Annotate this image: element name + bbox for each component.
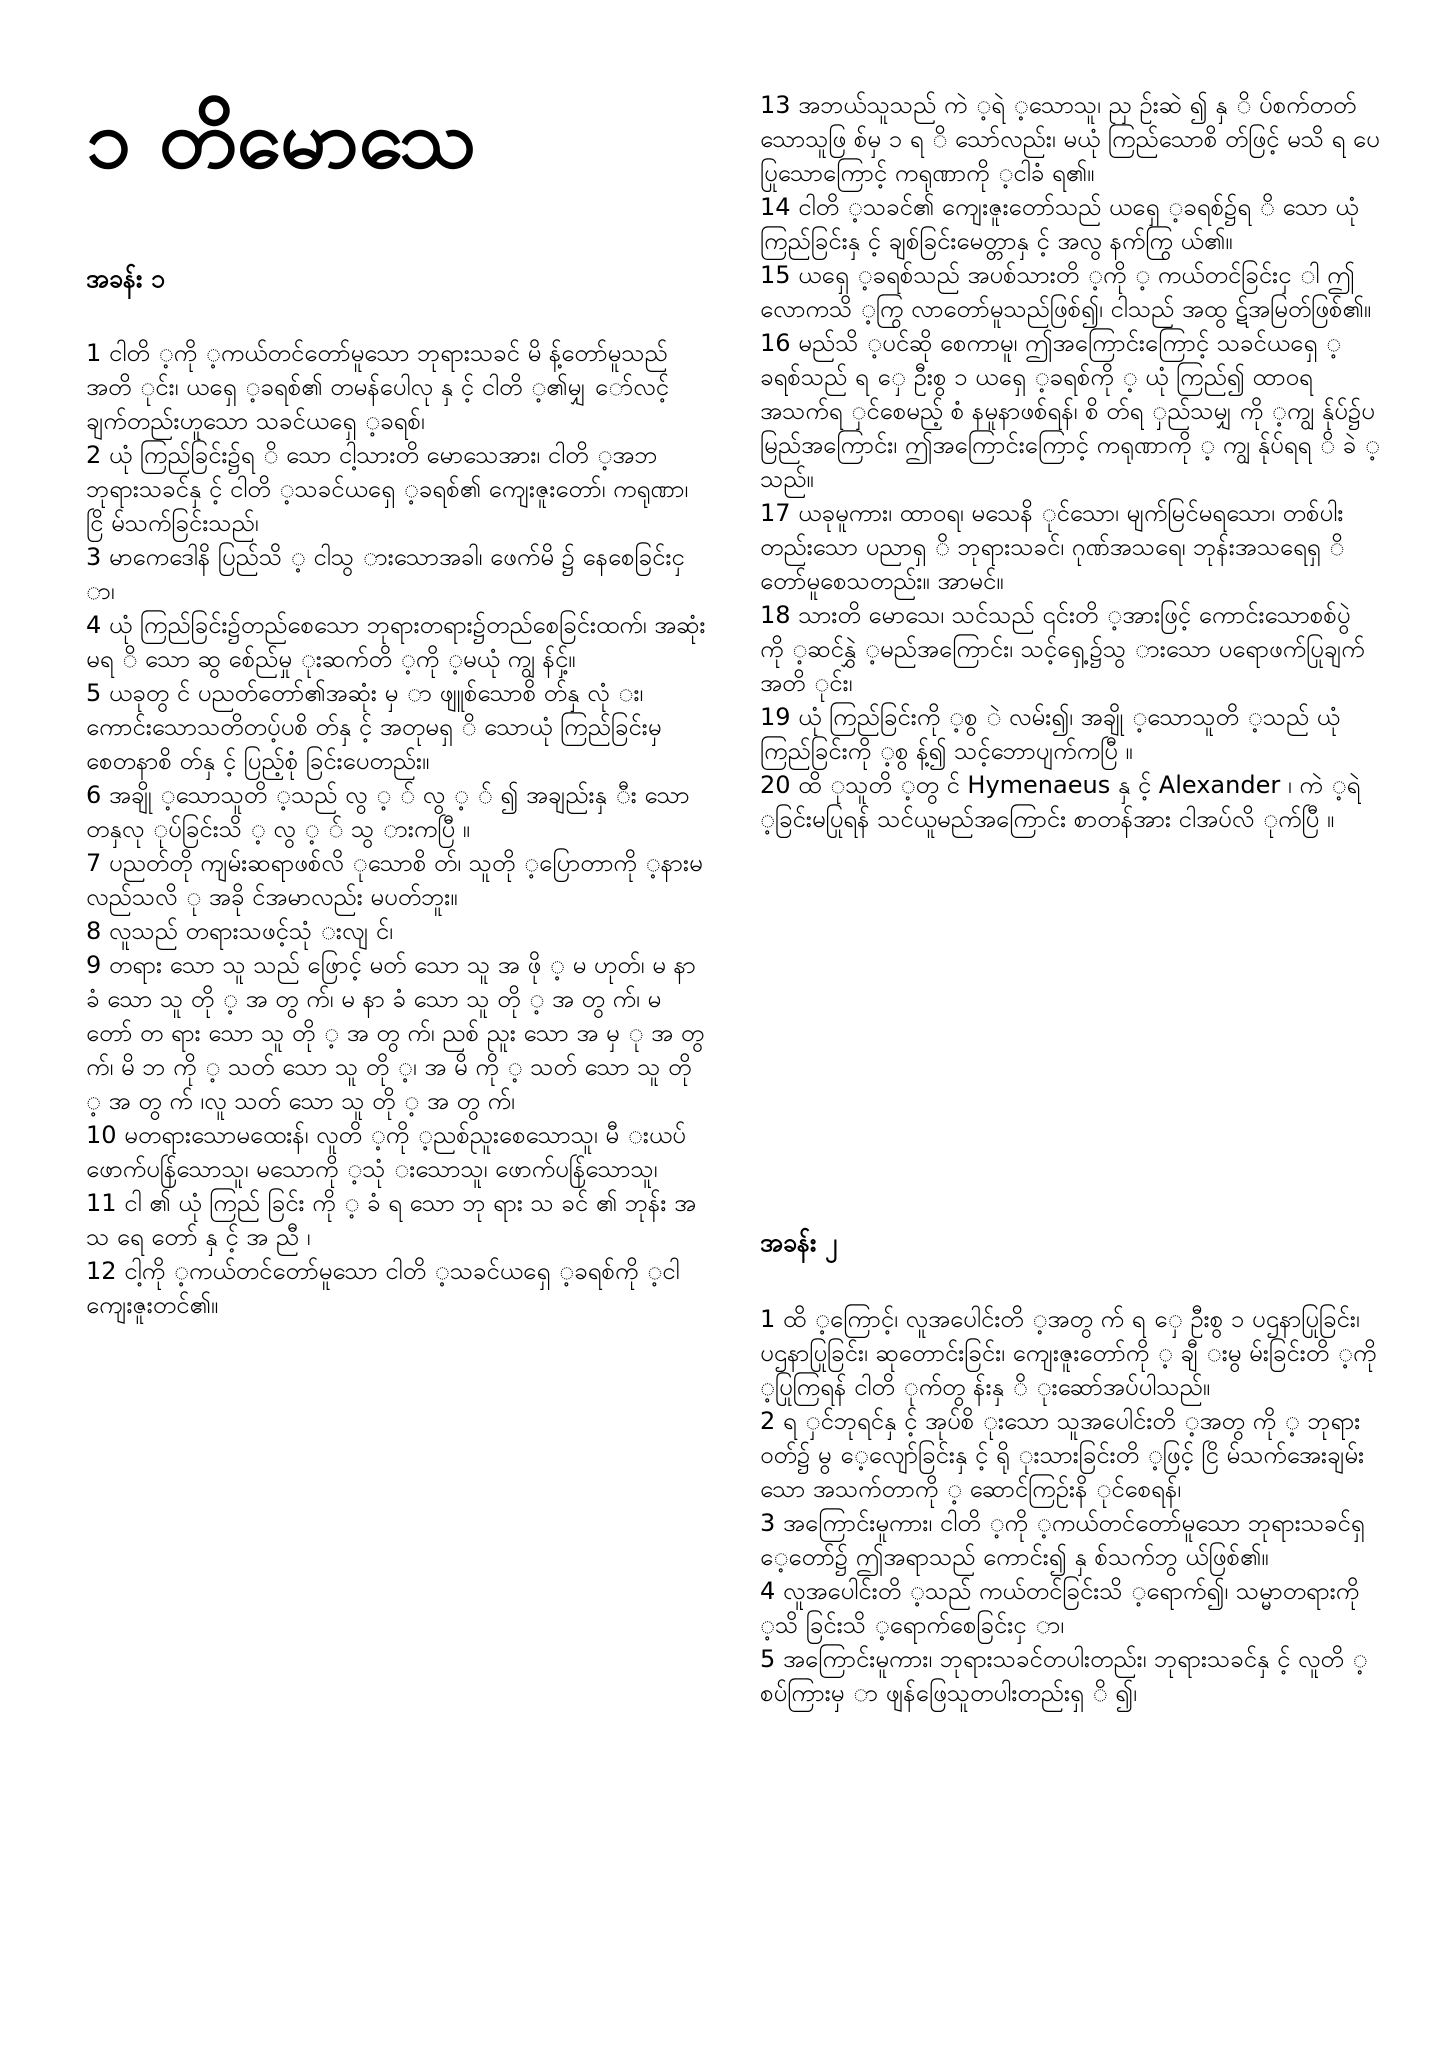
verse: 2 ရ ှင်ဘုရင်နှ င့် အုပ်စိ ုးသော သူအပေါင်းတိ ့အတွ ကို ့ ဘုရားဝတ်၌ မွ ေ့လျော်ခြင်းနှ င့် ရို ုးသားခြင်းတိ ့ဖြင့် ငြိ မ်သက်အေးချမ်းသော အသက်တာကို ့ ဆောင်ကြဉ်းနိ ုင်စေရန်၊	[760, 1407, 1365, 1503]
verse: 18 သားတိ မောသေ၊ သင်သည် ၎င်းတိ ့အားဖြင့် ကောင်းသောစစ်ပွဲ ကို ့ဆင်နွှဲ ့မည်အကြောင်း၊ သင့်ရှေ့၌သွ ားသော ပရောဖက်ပြုချက်အတိ ုင်း၊	[760, 601, 1365, 697]
verse: 1 ငါတိ ့ကို ့ကယ်တင်တော်မူသော ဘုရားသခင် မိ န့်တော်မူသည်အတိ ုင်း၊ ယရှေ ့ခရစ်၏ တမန်ပေါလု နှ င့် ငါတိ ့၏မျှ ော်လင့်ချက်တည်းဟူသော သခင်ယရှေ ့ခရစ်၊	[86, 339, 669, 435]
verse: 5 အကြောင်းမူကား၊ ဘုရားသခင်တပါးတည်း၊ ဘုရားသခင်နှ င့် လူတိ ့စပ်ကြားမှ ာ ဖျန်ဖြေသူတပါးတည်းရှ ိ ၍၊	[760, 1645, 1368, 1707]
verse: 8 လူသည် တရားသဖင့်သုံ းလျ င်၊	[86, 917, 393, 945]
chapter-heading: အခန်း ၁	[86, 264, 166, 293]
verse: 3 မာကေဒေါနိ ပြည်သိ ့ ငါသွ ားသောအခါ၊ ဖေက်မိ ၌ နေစေခြင်းငှ ာ၊	[86, 543, 685, 605]
verse: 17 ယခုမူကား၊ ထာဝရ၊ မသေနိ ုင်သော၊ မျက်မြင်မရသော၊ တစ်ပါးတည်းသော ပညာရှ ိ ဘုရားသခင်၊ ဂုဏ်အသရေ၊ ဘုန်းအသရေရှ ိ တော်မူစေသတည်း။ အာမင်။	[760, 499, 1345, 595]
verse: 2 ယုံ ကြည်ခြင်း၌ရ ိ သော ငါ့သားတိ မောသေအား၊ ငါတိ ့အဘဘုရားသခင်နှ င့် ငါတိ ့သခင်ယရှေ ့ခရစ်၏ ကျေးဇူးတော်၊ ကရုဏာ၊ ငြိ မ်သက်ခြင်းသည်၊	[86, 441, 689, 537]
verse: 10 မတရားသောမထေးန်၊ လူတိ ့ကို ့ညစ်ညူးစေသောသူ၊ မီ းယပ်ဖောက်ပန်ြသောသူ၊ မသောကို ့သုံ းသောသူ၊ ဖောက်ပန်ြသောသူ၊	[86, 1121, 686, 1183]
verse: 14 ငါတိ ့သခင်၏ ကျေးဇူးတော်သည် ယရှေ ့ခရစ်၌ရ ိ သော ယုံ ကြည်ခြင်းနှ င့် ချစ်ခြင်းမေတ္တာနှ င့် အလွ နက်ကြွ ယ်၏။	[760, 193, 1359, 255]
verse: 16 မည်သိ ့ပင်ဆို စေကာမူ၊ ဤအကြောင်းကြောင့် သခင်ယရှေ ့ခရစ်သည် ရ ှေ ဦးစွ ၁ ယရှေ ့ခရစ်ကို ့ ယုံ ကြည်၍ ထာဝရအသက်ရ ှင်စေမည့် စံ နမူနာဖစ်ရန်၊ စိ တ်ရ ှည်သမျှ ကို ့ကျွ န်ုပ်၌ပမြည်အကြောင်း၊ ဤအကြောင်းကြောင့် ကရုဏာကို ့ ကျွ န်ုပ်ရရ ိ ခဲ ့သည်။	[760, 329, 1380, 493]
chapter-2-verses	[760, 1302, 1380, 1710]
verse: 5 ယခုတွ င် ပညတ်တော်၏အဆုံး မှ ာ ဖျူစ်သောစိ တ်နှ လုံ း၊ ကောင်းသောသတိတပ့်ပစိ တ်နှ င့် အတုမရှ ိ သောယုံ ကြည်ခြင်းမှ စေတနာစိ တ်နှ င့် ပြည့်စုံ ခြင်းပေတည်း။	[86, 679, 662, 775]
chapter-heading: အခန်း ၂	[760, 1228, 838, 1257]
verse: 1 ထိ ့ကြောင့်၊ လူအပေါင်းတိ ့အတွ က် ရ ှေ ဦးစွ ၁ ပဌနာပြုခြင်း၊ ပဌနာပြုခြင်း၊ ဆုတောင်းခြင်း၊ ကျေးဇူးတော်ကို ့ ချီ းမွ မ်းခြင်းတိ ့ကို ့ပြုကြရန် ငါတိ ုက်တွ န်းနှ ိ ုးဆော်အပ်ပါသည်။	[760, 1305, 1377, 1401]
verse: 13 အဘယ်သူသည် ကဲ ့ရဲ ့သောသူ၊ ညှ ဉ်းဆဲ ၍ နှ ိ ပ်စက်တတ်သောသူဖြ စ်မှ ၁ ရ ိ သော်လည်း၊ မယုံ ကြည်သောစိ တ်ဖြင့် မသိ ရ ပေပြုသောကြောင့် ကရုဏာကို ့ငါခံ ရ၏။	[760, 91, 1380, 187]
chapter-1-verses	[86, 336, 706, 1322]
verse: 19 ယုံ ကြည်ခြင်းကို ့စွ ဲ လမ်း၍၊ အချို ့သောသူတိ ့သည် ယုံ ကြည်ခြင်းကို ့စွ န့်၍ သင့်ဘောပျက်ကပြီ ။	[760, 703, 1340, 765]
book-title: ၁ တိမောသေ	[86, 93, 477, 186]
verse: 7 ပညတ်တို ကျမ်းဆရာဖစ်လိ ုသောစိ တ်၊ သူတို ့ပြောတာကို ့နားမလည်သလိ ု အခို င်အမာလည်း မပတ်ဘူး။	[86, 849, 703, 911]
verse: 15 ယရှေ ့ခရစ်သည် အပစ်သားတိ ့ကို ့ ကယ်တင်ခြင်းငှ ါ ဤလောကသိ ့ကြွ လာတော်မူသည်ဖြစ်၍၊ ငါသည် အထွ ဋ်အမြတ်ဖြစ်၏။	[760, 261, 1372, 323]
verse: 6 အချို ့သောသူတိ ့သည် လွ ့ ် လွ ့ ် ၍ အချည်းနှ ီး သော တနှလု ုပ်ခြင်းသိ ့ လွ ့ ် သွ ားကပြီ ။	[86, 781, 690, 843]
verse: 9 တရား သော သူ သည် ဖြောင့် မတ် သော သူ အ ဖို ့ မ ဟုတ်၊ မ နာ ခံ သော သူ တို ့ အ တွ က်၊ မ နာ ခံ သော သူ တို ့ အ တွ က်၊ မ တော် တ ရား သော သူ တို ့ အ တွ က်၊ ညစ် ညူး သော အ မှ ု အ တွ က်၊ မိ ဘ ကို ့ သတ် သော သူ တို ့၊ အ မိ ကို ့ သတ် သော သူ တို ့ အ တွ က် ၊လူ သတ် သော သူ တို ့ အ တွ က်၊	[86, 951, 705, 1115]
verse: 4 လူအပေါင်းတိ ့သည် ကယ်တင်ခြင်းသိ ့ရောက်၍၊ သမ္မာတရားကို ့သိ ခြင်းသိ ့ရောက်စေခြင်းငှ ာ၊	[760, 1577, 1360, 1639]
verse: 4 ယုံ ကြည်ခြင်း၌တည်စေသော ဘုရားတရား၌တည်စေခြင်းထက်၊ အဆုံး မရ ိ သော ဆွ စ်ေည်မှု ုးဆက်တိ ့ကို ့မယုံ ကျွ န်ငှ့်။	[86, 611, 706, 673]
verse: 11 ငါ ၏ ယုံ ကြည် ခြင်း ကို ့ ခံ ရ သော ဘု ရား သ ခင် ၏ ဘုန်း အ သ ရေ တော် နှ င့် အ ညီ ၊	[86, 1189, 696, 1251]
verse: 20 ထိ ုသူတိ ့တွ င် Hymenaeus နှ င့် Alexander ၊ ကဲ ့ရဲ ့ခြင်းမပြုရန် သင်ယူမည်အကြောင်း စာတန်အား ငါအပ်လိ ုက်ပြီ ။	[760, 771, 1361, 833]
chapter-1-verses-continued	[760, 88, 1380, 836]
verse: 3 အကြောင်းမူကား၊ ငါတိ ့ကို ့ကယ်တင်တော်မူသော ဘုရားသခင်ရှ ေ့တော်၌ ဤအရာသည် ကောင်း၍ နှ စ်သက်ဘွ ယ်ဖြစ်၏။	[760, 1509, 1365, 1571]
verse: 12 ငါ့ကို ့ကယ်တင်တော်မူသော ငါတိ ့သခင်ယရှေ ့ခရစ်ကို ့ငါကျေးဇူးတင်၏။	[86, 1257, 680, 1319]
